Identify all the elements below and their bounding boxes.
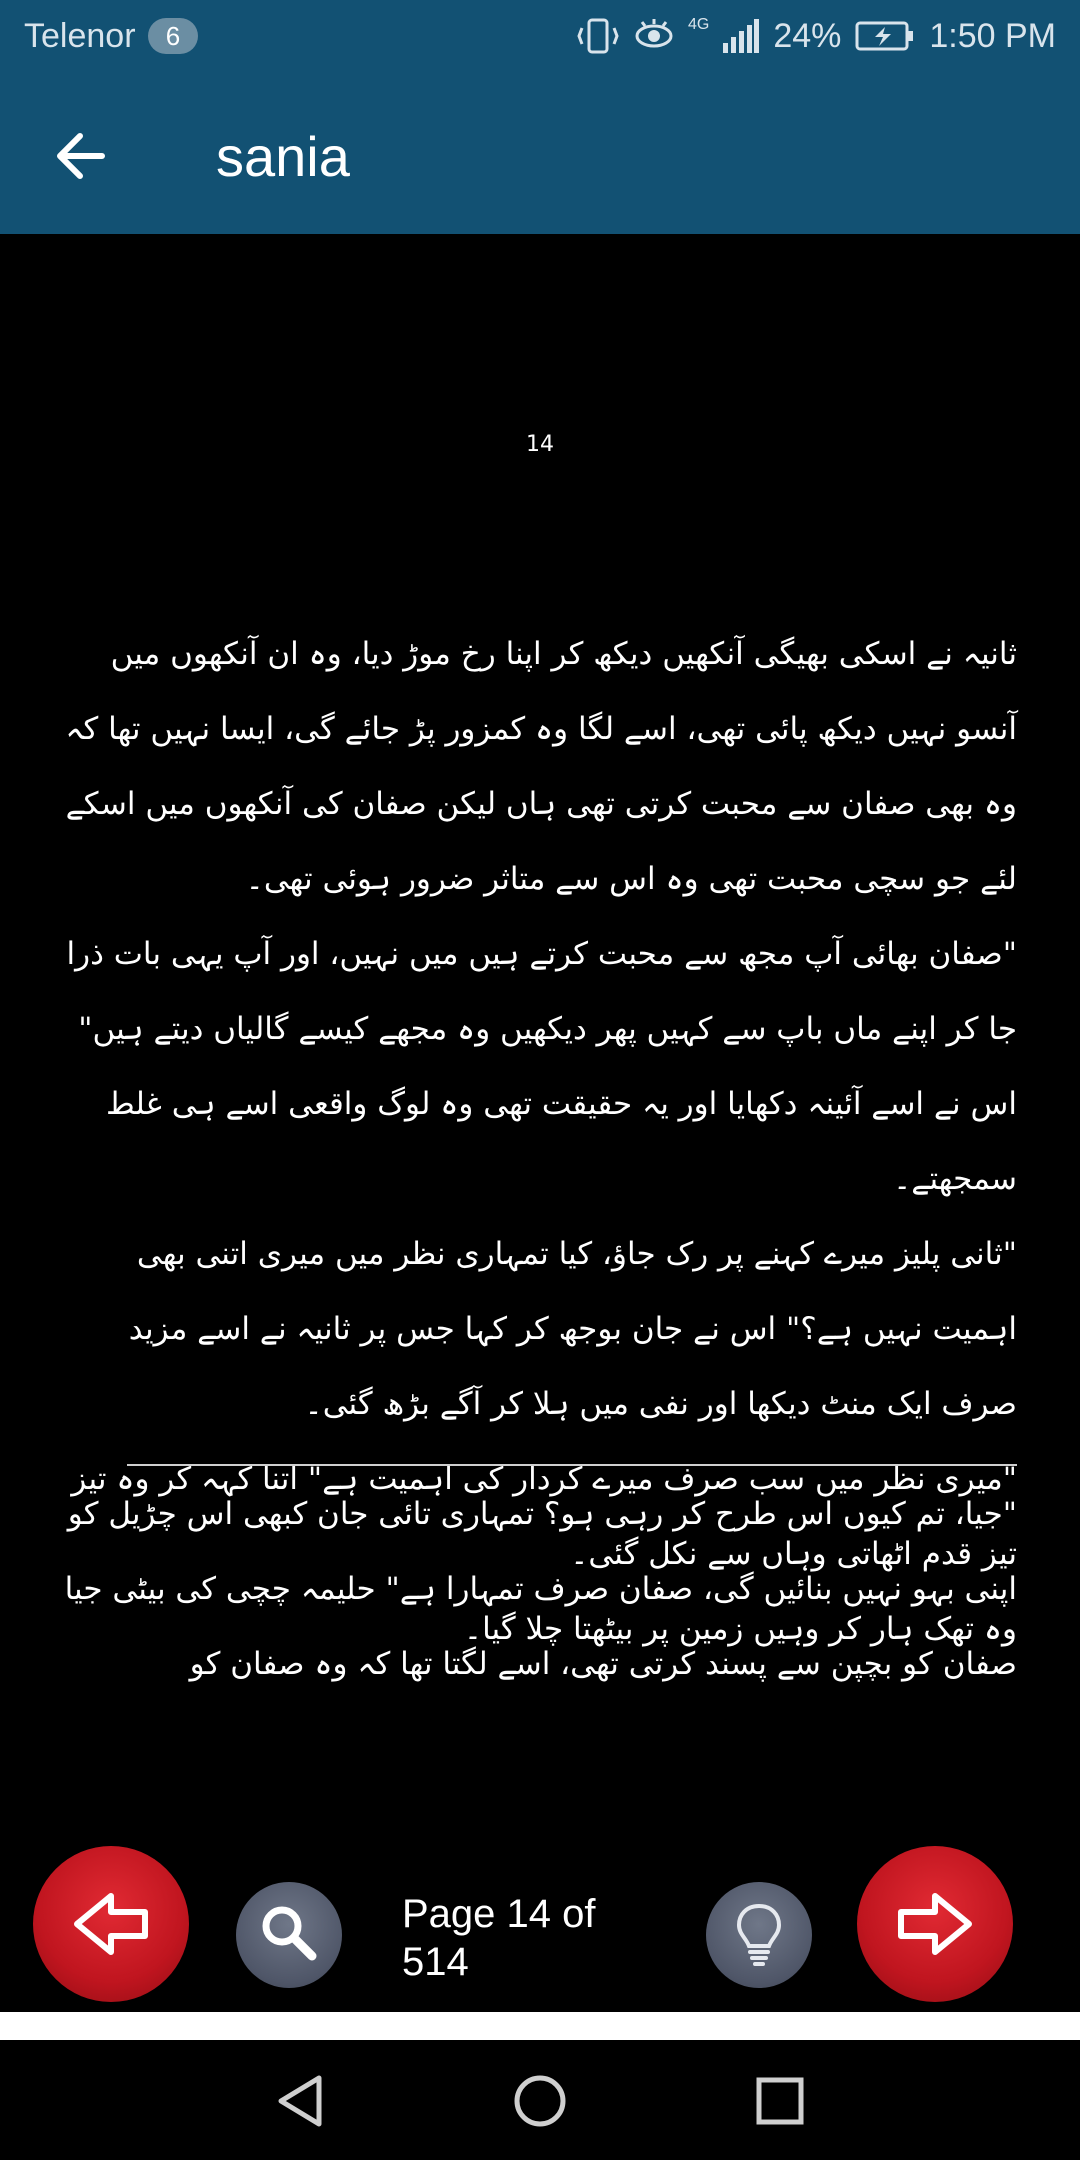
nav-back-button[interactable] [267, 2066, 337, 2136]
nav-home-button[interactable] [505, 2066, 575, 2136]
signal-icon [723, 19, 759, 53]
search-button[interactable] [236, 1882, 342, 1988]
paragraph: ثانیہ نے اسکی بھیگی آنکھیں دیکھ کر اپنا رخ موڑ دیا، وہ ان آنکھوں میں آنسو نہیں دیکھ پائی تھی، اسے لگا وہ کمزور پڑ جائے گی، ایسا نہیں تھا کہ وہ بھی صفان سے محبت کرتی تھی ہاں لیکن صفان کی آنکھوں میں اسکے لئے جو سچی محبت تھی وہ اس سے متاثر ضرور ہوئی تھی۔ [65, 636, 1017, 897]
battery-percent: 24% [773, 16, 842, 55]
page-indicator: Page 14 of 514 [402, 1892, 596, 1984]
eye-icon [634, 16, 674, 56]
system-nav-bar [0, 2040, 1080, 2160]
section-divider [127, 1464, 1017, 1466]
bottom-strip [0, 2012, 1080, 2040]
notification-count-badge: 6 [148, 18, 198, 54]
clock: 1:50 PM [929, 16, 1056, 55]
previous-page-button[interactable] [33, 1846, 189, 2002]
arrow-left-outline-icon [33, 1846, 189, 2002]
hint-button[interactable] [706, 1882, 812, 1988]
book-title: sania [216, 125, 350, 188]
carrier-name: Telenor [24, 17, 136, 55]
next-page-button[interactable] [857, 1846, 1013, 2002]
back-button[interactable] [46, 120, 118, 192]
paragraph: "میری نظر میں سب صرف میرے کردار کی اہمیت ہے" اتنا کہہ کر وہ تیز تیز قدم اٹھاتی وہاں سے نکل گئی۔ [71, 1461, 1017, 1572]
paragraph: "ثانی پلیز میرے کہنے پر رک جاؤ، کیا تمہاری نظر میں میری اتنی بھی اہمیت نہیں ہے؟" اس نے جان بوجھ کر کہا جس پر ثانیہ نے اسے مزید صرف ایک منٹ دیکھا اور نفی میں ہلا کر آگے بڑھ گئی۔ [128, 1236, 1017, 1422]
reader-text-continued [62, 1477, 1017, 1702]
triangle-back-icon [267, 2066, 337, 2136]
status-icons [576, 16, 1056, 56]
square-recents-icon [745, 2066, 815, 2136]
nav-recents-button[interactable] [745, 2066, 815, 2136]
circle-home-icon [505, 2066, 575, 2136]
lightbulb-icon [706, 1882, 812, 1988]
battery-icon [855, 19, 915, 53]
network-type: 4G [687, 16, 710, 33]
vibrate-icon [576, 16, 620, 56]
arrow-right-outline-icon [857, 1846, 1013, 2002]
paragraph: "جیا، تم کیوں اس طرح کر رہی ہو؟ تمہاری تائی جان کبھی اس چڑیل کو اپنی بہو نہیں بنائیں گی، صفان صرف تمہارا ہے" حلیمہ چچی کی بیٹی جیا صفان کو بچپن سے پسند کرتی تھی، اسے لگتا تھا کہ وہ صفان کو [64, 1496, 1017, 1682]
arrow-left-icon [46, 120, 118, 192]
app-bar [0, 72, 1080, 234]
page-number: 14 [526, 432, 554, 457]
status-bar [0, 0, 1080, 72]
paragraph: "صفان بھائی آپ مجھ سے محبت کرتے ہیں میں نہیں، اور آپ یہی بات ذرا جا کر اپنے ماں باپ سے کہیں پھر دیکھیں وہ مجھے کیسے گالیاں دیتے ہیں" اس نے اسے آئینہ دکھایا اور یہ حقیقت تھی وہ لوگ واقعی اسے ہی غلط سمجھتے۔ [66, 936, 1017, 1197]
paragraph: وہ تھک ہار کر وہیں زمین پر بیٹھتا چلا گیا۔ [463, 1611, 1017, 1647]
magnifier-icon [236, 1882, 342, 1988]
